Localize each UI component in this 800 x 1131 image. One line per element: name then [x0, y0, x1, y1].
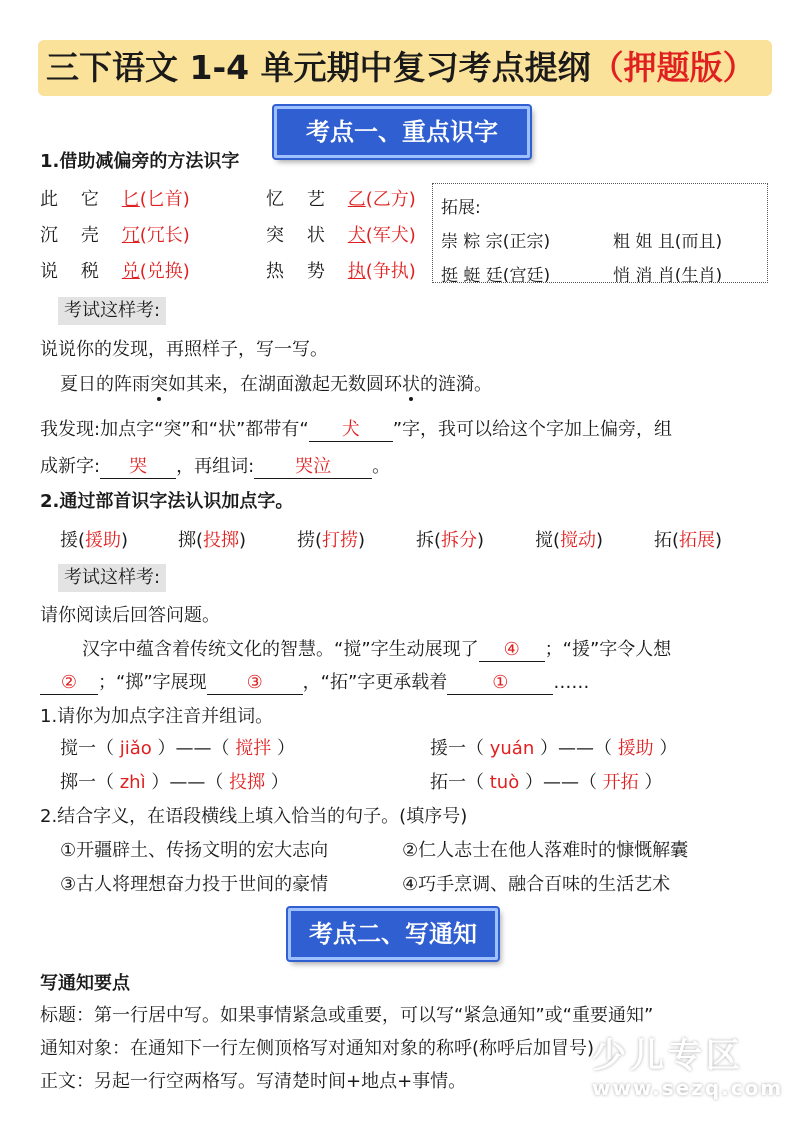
extension-item: 粗 姐 且(而且)	[613, 232, 723, 252]
passage-line-2: ② ；“掷”字展现 ③ ，“拓”字更承载着 ① ……	[40, 671, 589, 695]
watermark-logo: 少儿专区 www.sezq.com	[592, 1036, 784, 1100]
notice-point: 标题：第一行居中写。如果事情紧急或重要，可以写“紧急通知”或“重要通知”	[40, 1005, 654, 1026]
option-item: ③古人将理想奋力投于世间的豪情	[60, 874, 329, 895]
answer-blank: ④	[479, 639, 545, 662]
radical-item: 掷(投掷)	[178, 530, 247, 551]
answer-blank: ③	[207, 672, 303, 695]
answer-blank: 哭泣	[254, 456, 372, 479]
extension-box	[432, 183, 768, 283]
pinyin-item: 拓一（ tuò ）——（ 开拓 ）	[430, 772, 663, 793]
question-1: 1.请你为加点字注音并组词。	[40, 706, 274, 727]
question-intro: 说说你的发现，再照样子，写一写。	[40, 339, 328, 360]
pinyin-item: 掷一（ zhì ）——（ 投掷 ）	[60, 772, 289, 793]
char-row: 此 它 匕(匕首)	[40, 189, 190, 210]
subheading-2: 2.通过部首识字法认识加点字。	[40, 491, 294, 512]
char-row: 突 状 犬(军犬)	[266, 225, 416, 246]
subheading-notice: 写通知要点	[40, 973, 130, 994]
answer-blank: ②	[40, 672, 98, 695]
char-row: 说 税 兑(兑换)	[40, 261, 190, 282]
answer-blank: ①	[447, 672, 553, 695]
example-sentence: 夏日的阵雨突如其来，在湖面激起无数圆环状的涟漪。	[60, 374, 492, 395]
subheading-1: 1.借助减偏旁的方法识字	[40, 151, 240, 172]
option-item: ④巧手烹调、融合百味的生活艺术	[402, 874, 671, 895]
title-suffix: （押题版）	[590, 48, 756, 87]
section2-header: 考点二、写通知	[288, 908, 498, 960]
option-item: ①开疆辟土、传扬文明的宏大志向	[60, 840, 329, 861]
exam-tag: 考试这样考:	[58, 297, 166, 325]
radical-item: 拆(拆分)	[416, 530, 485, 551]
radical-item: 搅(搅动)	[535, 530, 604, 551]
char-row: 沉 壳 冗(冗长)	[40, 225, 190, 246]
read-intro: 请你阅读后回答问题。	[40, 605, 220, 626]
option-item: ②仁人志士在他人落难时的慷慨解囊	[402, 840, 689, 861]
exam-tag: 考试这样考:	[58, 564, 166, 592]
discovery-line-1: 我发现:加点字“突”和“状”都带有“ 犬 ”字，我可以给这个字加上偏旁，组	[40, 419, 673, 440]
passage-line-1: 汉字中蕴含着传统文化的智慧。“搅”字生动展现了 ④ ；“援”字令人想	[82, 639, 672, 660]
notice-point: 通知对象：在通知下一行左侧顶格写对通知对象的称呼(称呼后加冒号)	[40, 1038, 595, 1059]
pinyin-item: 援一（ yuán ）——（ 援助 ）	[430, 738, 678, 759]
char-row: 热 势 执(争执)	[266, 261, 416, 282]
extension-item: 崇 粽 宗(正宗)	[441, 232, 551, 252]
notice-point: 正文：另起一行空两格写。写清楚时间+地点+事情。	[40, 1071, 467, 1092]
extension-item: 挺 蜓 廷(宫廷)	[441, 266, 551, 283]
answer-blank: 哭	[100, 456, 176, 479]
char-row: 忆 艺 乙(乙方)	[266, 189, 416, 210]
title-main: 三下语文 1-4 单元期中复习考点提纲	[46, 48, 591, 87]
radical-item: 捞(打捞)	[297, 530, 366, 551]
page-title	[38, 40, 772, 96]
section1-header: 考点一、重点识字	[274, 106, 530, 158]
radical-item: 拓(拓展)	[654, 530, 723, 551]
extension-label: 拓展:	[441, 198, 481, 218]
extension-item: 悄 消 肖(生肖)	[613, 266, 723, 283]
pinyin-item: 搅一（ jiǎo ）——（ 搅拌 ）	[60, 738, 295, 759]
radical-item: 援(援助)	[60, 530, 129, 551]
discovery-line-2: 成新字: 哭 ，再组词: 哭泣 。	[40, 456, 391, 477]
question-2: 2.结合字义，在语段横线上填入恰当的句子。(填序号)	[40, 806, 468, 827]
answer-blank: 犬	[309, 419, 393, 442]
